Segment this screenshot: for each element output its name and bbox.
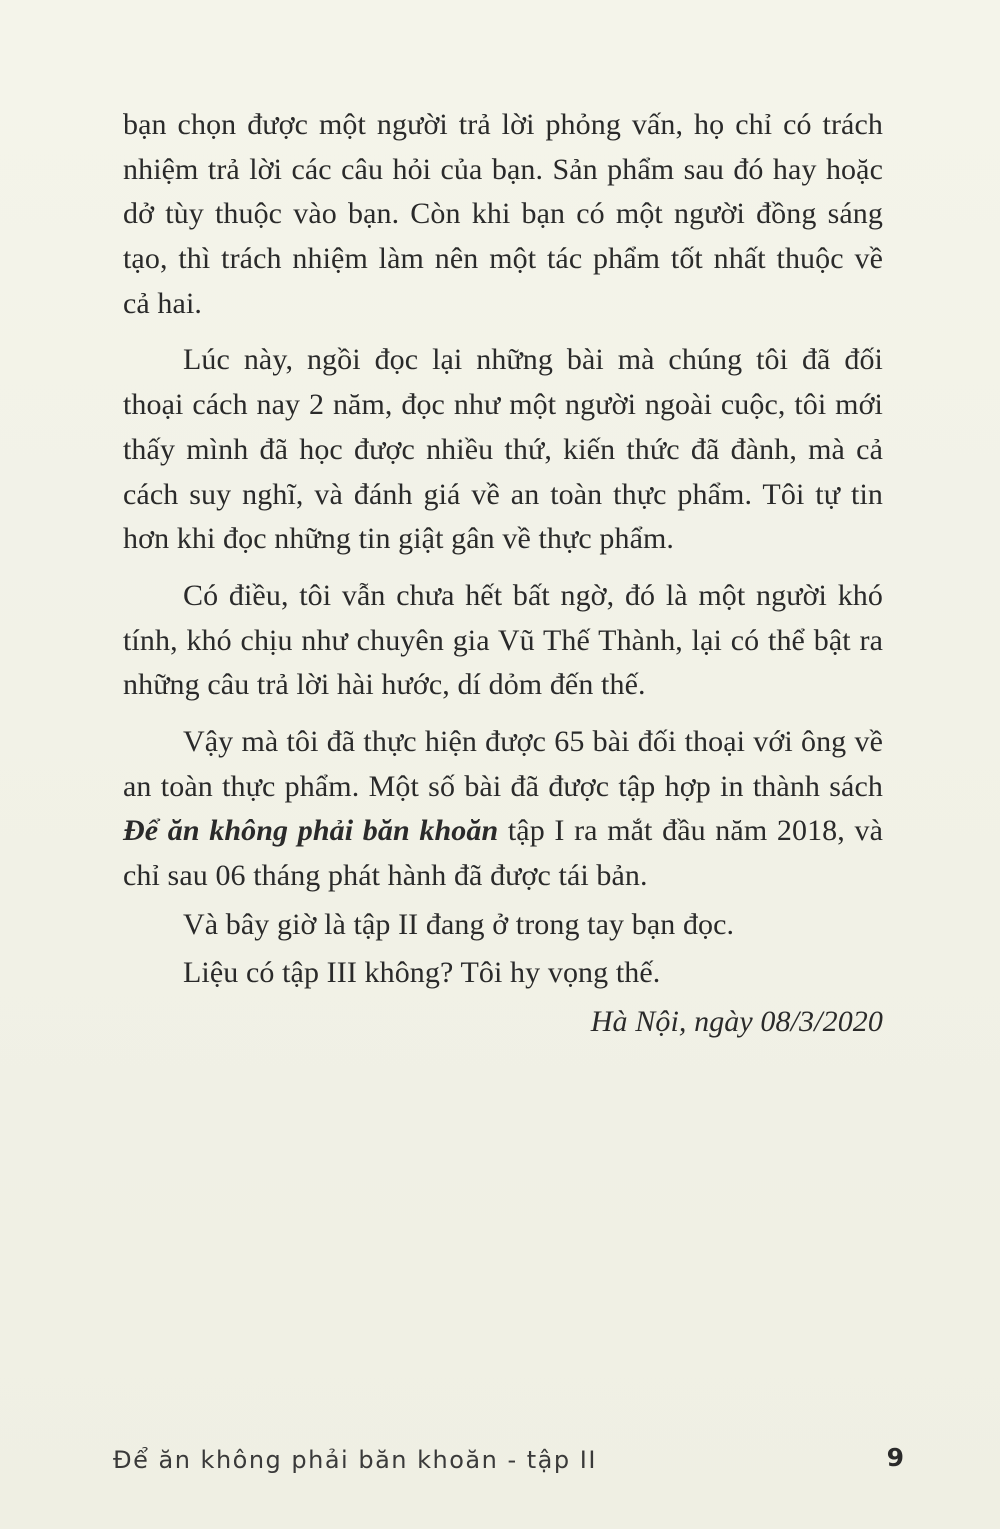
- page-number: 9: [886, 1443, 904, 1472]
- p2-line-1: Lúc này, ngồi đọc lại những bài mà chúng tôi đã đối: [183, 343, 883, 377]
- p1-line-4: tạo, thì trách nhiệm làm nên một tác phẩm tốt nhất thuộc về: [123, 242, 883, 276]
- p4-line-1: Vậy mà tôi đã thực hiện được 65 bài đối thoại với ông về: [183, 724, 883, 758]
- p1-line-3: dở tùy thuộc vào bạn. Còn khi bạn có một người đồng sáng: [123, 197, 883, 231]
- p2-line-4: cách suy nghĩ, và đánh giá về an toàn thực phẩm. Tôi tự tin: [123, 477, 883, 511]
- book-title: Để ăn không phải băn khoăn: [123, 814, 499, 848]
- running-footer-title: Để ăn không phải băn khoăn - tập II: [113, 1446, 597, 1474]
- p3-line-2: tính, khó chịu như chuyên gia Vũ Thế Thành, lại có thể bật ra: [123, 623, 883, 657]
- p4-line-3-rest: tập I ra mắt đầu năm 2018, và: [498, 814, 883, 848]
- place-date-signature: Hà Nội, ngày 08/3/2020: [590, 1005, 883, 1039]
- body-text: [123, 103, 883, 1045]
- p1-line-1: bạn chọn được một người trả lời phỏng vấn, họ chỉ có trách: [123, 108, 883, 141]
- p5-line: Và bây giờ là tập II đang ở trong tay bạn đọc.: [183, 907, 735, 941]
- p4-line-2: an toàn thực phẩm. Một số bài đã được tập hợp in thành sách: [123, 769, 883, 803]
- p2-line-3: thấy mình đã học được nhiều thứ, kiến thức đã đành, mà cả: [123, 432, 883, 466]
- p1-line-2: nhiệm trả lời các câu hỏi của bạn. Sản phẩm sau đó hay hoặc: [123, 152, 883, 186]
- p2-line-5: hơn khi đọc những tin giật gân về thực phẩm.: [123, 522, 675, 556]
- p3-line-3: những câu trả lời hài hước, dí dỏm đến thế.: [123, 668, 646, 702]
- p2-line-2: thoại cách nay 2 năm, đọc như một người ngoài cuộc, tôi mới: [123, 388, 883, 422]
- p6-line: Liệu có tập III không? Tôi hy vọng thế.: [183, 956, 661, 990]
- p3-line-1: Có điều, tôi vẫn chưa hết bất ngờ, đó là một người khó: [183, 578, 883, 612]
- p1-line-5: cả hai.: [123, 286, 202, 320]
- p4-line-3: [123, 809, 883, 854]
- p4-line-4: chỉ sau 06 tháng phát hành đã được tái bản.: [123, 859, 648, 892]
